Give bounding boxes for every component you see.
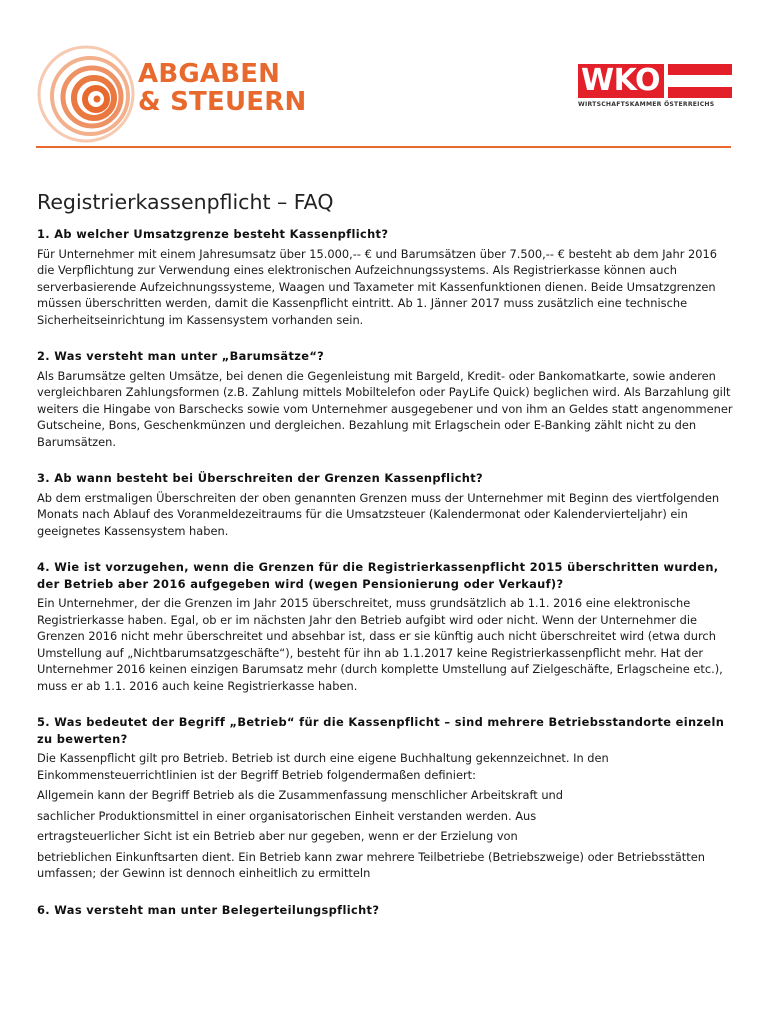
- page-title: Registrierkassenpflicht – FAQ: [37, 190, 334, 214]
- definition-line: sachlicher Produktionsmittel in einer organisatorischen Einheit verstanden werden. Aus: [37, 808, 537, 823]
- faq-item: [37, 902, 733, 919]
- spiral-logo-icon: [36, 44, 136, 144]
- faq-question: 2. Was versteht man unter „Barumsätze“?: [37, 349, 325, 363]
- definition-line: ertragsteuerlicher Sicht ist ein Betrieb aber nur gegeben, wenn er der Erzielung von: [37, 829, 518, 843]
- faq-answer: Ab dem erstmaligen Überschreiten der oben genannten Grenzen muss der Unternehmer mit Beginn des viertfolgenden Monats nach Ablauf des Voranmeldezeitraums für die Umsatzsteuer (Kalendermonat oder Kalendervierteljahr) ein geeignetes Kassensystem haben.: [37, 490, 720, 538]
- faq-answer: Ein Unternehmer, der die Grenzen im Jahr 2015 überschreitet, muss grundsätzlich ab 1.1. 2016 eine elektronische Registrierkasse haben. Egal, ob er im nächsten Jahr den Betrieb aufgibt wird oder nicht. Wenn der Unternehmer die Grenzen 2016 nicht mehr überschreitet und absehbar ist, dass er sie künftig auch nicht überschreitet wird (etwa durch Umstellung auf „Nichtbarumsatzgeschäfte“), besteht für ihn ab 1.1.2017 keine Registrierkassenpflicht mehr. Hat der Unternehmer 2016 keinen einzigen Barumsatz mehr (durch komplette Umstellung auf Zielgeschäfte, Erlagscheine etc.), muss er ab 1.1. 2016 auch keine Registrierkasse haben.: [37, 596, 723, 693]
- header-divider: [36, 146, 731, 148]
- austria-flag-icon: [668, 64, 732, 98]
- wko-wordmark: WKO: [578, 64, 664, 98]
- faq-question: 1. Ab welcher Umsatzgrenze besteht Kassenpflicht?: [37, 227, 389, 241]
- faq-answer: Die Kassenpflicht gilt pro Betrieb. Betrieb ist durch eine eigene Buchhaltung gekennzeichnet. In den Einkommensteuerrichtlinien ist der Begriff Betrieb folgendermaßen definiert:: [37, 751, 609, 782]
- wko-logo: [578, 64, 732, 108]
- faq-question: 6. Was versteht man unter Belegerteilungspflicht?: [37, 902, 380, 917]
- definition-line: Allgemein kann der Begriff Betrieb als die Zusammenfassung menschlicher Arbeitskraft und: [37, 788, 564, 802]
- faq-question: 4. Wie ist vorzugehen, wenn die Grenzen für die Registrierkassenpflicht 2015 überschritten wurden, der Betrieb aber 2016 aufgegeben wird (wegen Pensionierung oder Verkauf)?: [37, 560, 719, 591]
- faq-item: [37, 348, 733, 450]
- wko-subtitle: WIRTSCHAFTSKAMMER ÖSTERREICHS: [578, 101, 715, 108]
- faq-item: [37, 714, 733, 882]
- faq-answer: Als Barumsätze gelten Umsätze, bei denen die Gegenleistung mit Bargeld, Kredit- oder Bankomatkarte, sowie anderen vergleichbaren Zahlungsformen (z.B. Zahlung mittels Mobiltelefon oder PayLife Quick) beglichen wird. Als Barzahlung gilt weiters die Hingabe von Barschecks sowie vom Unternehmer ausgegebener und von ihm an Geldes statt angenommener Gutscheine, Bons, Geschenkmünzen und dergleichen. Bezahlung mit Erlagschein oder E-Banking zählt nicht zu den Barumsätzen.: [37, 368, 733, 449]
- document-body: [37, 188, 733, 921]
- page-header: [0, 0, 768, 150]
- faq-question: 5. Was bedeutet der Begriff „Betrieb“ für die Kassenpflicht – sind mehrere Betriebsstandorte einzeln zu bewerten?: [37, 715, 725, 746]
- faq-item: [37, 559, 733, 694]
- definition-line: betrieblichen Einkunftsarten dient. Ein Betrieb kann zwar mehrere Teilbetriebe (Betriebszweige) oder Betriebsstätten umfassen; der Gewinn ist dennoch einheitlich zu ermitteln: [37, 849, 705, 880]
- faq-question: 3. Ab wann besteht bei Überschreiten der Grenzen Kassenpflicht?: [37, 471, 484, 485]
- faq-item: [37, 470, 733, 539]
- brand-line-1: ABGABEN: [138, 59, 281, 89]
- brand-line-2: & STEUERN: [138, 87, 307, 117]
- faq-item: [37, 226, 733, 328]
- brand-wordmark: [138, 60, 306, 116]
- faq-answer: Für Unternehmer mit einem Jahresumsatz über 15.000,-- € und Barumsätzen über 7.500,-- € besteht ab dem Jahr 2016 die Verpflichtung zur Verwendung eines elektronischen Aufzeichnungssystems. Als Registrierkasse können auch serverbasierende Aufzeichnungssysteme, Waagen und Taxameter mit Kassenfunktionen dienen. Beide Umsatzgrenzen müssen überschritten werden, damit die Kassenpflicht eintritt. Ab 1. Jänner 2017 muss zusätzlich eine technische Sicherheitseinrichtung im Kassensystem vorhanden sein.: [37, 246, 718, 327]
